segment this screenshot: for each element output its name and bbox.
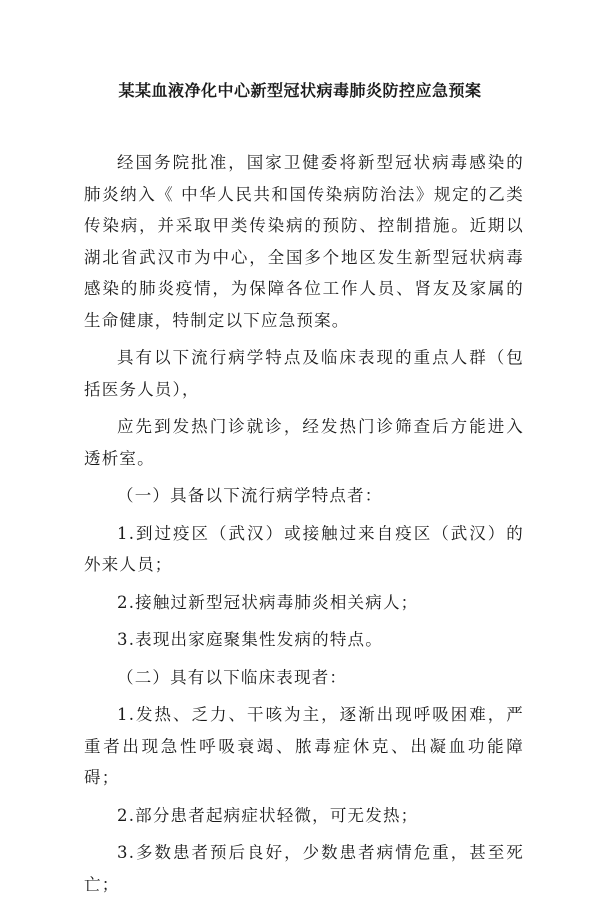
list-item: 1.发热、乏力、干咳为主，逐渐出现呼吸困难，严重者出现急性呼吸衰竭、脓毒症休克、出凝血功能障碍；	[84, 705, 524, 787]
list-item: 2.接触过新型冠状病毒肺炎相关病人；	[117, 592, 419, 612]
document-body	[84, 147, 524, 900]
section-heading-clinical: （二）具有以下临床表现者：	[117, 667, 348, 687]
list-item: 1.到过疫区（武汉）或接触过来自疫区（武汉）的外来人员；	[84, 523, 524, 574]
list-item: 3.多数患者预后良好，少数患者病情危重，甚至死亡；	[84, 843, 524, 894]
key-groups-paragraph: 具有以下流行病学特点及临床表现的重点人群（包括医务人员），	[84, 348, 524, 399]
intro-paragraph: 经国务院批准，国家卫健委将新型冠状病毒感染的肺炎纳入《 中华人民共和国传染病防治法》规定的乙类传染病，并采取甲类传染病的预防、控制措施。近期以湖北省武汉市为中心，全国多个地区发生新型冠状病毒感染的肺炎疫情，为保障各位工作人员、肾友及家属的生命健康，特制定以下应急预案。	[84, 153, 524, 330]
document-title: 某某血液净化中心新型冠状病毒肺炎防控应急预案	[118, 81, 482, 100]
section-heading-epidemiology: （一）具备以下流行病学特点者：	[117, 486, 383, 505]
list-item: 2.部分患者起病症状轻微，可无发热；	[117, 805, 419, 825]
list-item: 3.表现出家庭聚集性发病的特点。	[117, 630, 383, 649]
fever-clinic-paragraph: 应先到发热门诊就诊，经发热门诊筛查后方能进入透析室。	[84, 417, 524, 468]
